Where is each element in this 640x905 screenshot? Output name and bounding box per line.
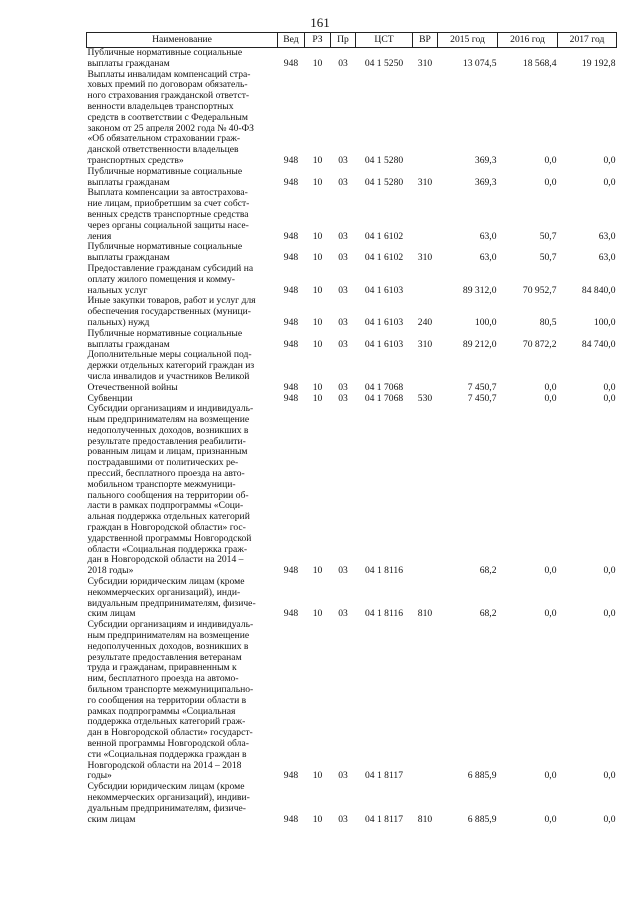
cell-2015: 68,2 (479, 565, 497, 577)
cell-2016: 0,0 (544, 813, 557, 825)
cell-rz: 10 (312, 252, 323, 264)
cell-name (87, 264, 278, 296)
cell-cst: 04 1 8116 (364, 565, 404, 577)
table-row (87, 296, 617, 328)
table-row (87, 188, 617, 242)
cell-2016: 18 568,4 (522, 57, 557, 69)
cell-pr: 03 (338, 392, 348, 404)
cell-pr: 03 (338, 252, 348, 264)
name-line: пострадавшими от политических ре- (87, 457, 239, 469)
name-line: пальных) нужд (87, 316, 150, 328)
cell-ved: 948 (283, 230, 299, 242)
cell-cst: 04 1 6103 (364, 284, 404, 296)
name-line: 2018 годы» (87, 565, 134, 577)
name-line: Субсидии организациям и индивидуаль- (87, 403, 254, 415)
cell-name (87, 167, 278, 189)
table-row (87, 167, 617, 189)
cell-rz: 10 (312, 565, 323, 577)
header-vr: ВР (413, 33, 438, 48)
name-line: сти «Социальная поддержка граждан в (87, 748, 247, 760)
name-line: Субсидии юридическим лицам (кроме (87, 576, 245, 588)
cell-2017: 84 740,0 (581, 338, 616, 350)
name-line: недополученных доходов, возникших в (87, 640, 249, 652)
name-line: Выплаты инвалидам компенсаций стра- (87, 68, 251, 80)
name-line: Дополнительные меры социальной под- (87, 349, 252, 361)
cell-2015: 6 885,9 (467, 813, 497, 825)
name-line: ударственной программы Новгородской (87, 532, 252, 544)
cell-ved: 948 (283, 338, 299, 350)
name-line: данской ответственности владельцев (87, 144, 239, 156)
cell-pr: 03 (338, 154, 348, 166)
cell-2017: 100,0 (593, 316, 616, 328)
cell-cst: 04 1 8116 (364, 608, 404, 620)
name-line: дуальным предпринимателям, физиче- (87, 802, 246, 814)
cell-vr (413, 70, 438, 167)
cell-vr (413, 264, 438, 296)
cell-cst: 04 1 5280 (364, 176, 404, 188)
cell-ved: 948 (283, 176, 299, 188)
name-line: прессий, бесплатного проезда на авто- (87, 468, 245, 480)
table-row (87, 350, 617, 393)
table-row (87, 70, 617, 167)
cell-2016: 0,0 (544, 392, 557, 404)
name-line: «Об обязательном страховании граж- (87, 133, 241, 145)
cell-name (87, 782, 278, 825)
cell-vr (413, 350, 438, 393)
cell-pr: 03 (338, 57, 348, 69)
name-line: венных средств транспортные средства (87, 208, 249, 220)
table-row (87, 329, 617, 351)
cell-2015: 89 312,0 (462, 284, 497, 296)
cell-name (87, 620, 278, 782)
cell-2015: 7 450,7 (467, 392, 497, 404)
cell-rz: 10 (312, 316, 323, 328)
table-row (87, 404, 617, 577)
name-line: ласти в рамках подпрограммы «Соци- (87, 500, 244, 512)
header-2015: 2015 год (438, 33, 498, 48)
name-line: ным предпринимателям на возмещение (87, 414, 250, 426)
cell-2015: 369,3 (474, 176, 497, 188)
cell-2016: 0,0 (544, 381, 557, 393)
cell-rz: 10 (312, 230, 323, 242)
name-line: Новгородской области на 2014 – 2018 (87, 759, 242, 771)
cell-pr: 03 (338, 338, 348, 350)
cell-pr: 03 (338, 813, 348, 825)
cell-2015: 68,2 (479, 608, 497, 620)
cell-cst: 04 1 8117 (364, 813, 404, 825)
name-line: результате предоставления ветеранам (87, 651, 242, 663)
cell-2016: 0,0 (544, 565, 557, 577)
table-row (87, 620, 617, 782)
name-line: ления (87, 230, 112, 242)
cell-rz: 10 (312, 338, 323, 350)
name-line: дан в Новгородской области на 2014 – (87, 554, 244, 566)
cell-cst: 04 1 7068 (364, 381, 404, 393)
cell-cst: 04 1 8117 (364, 770, 404, 782)
name-line: области «Социальная поддержка граж- (87, 543, 248, 555)
cell-name (87, 329, 278, 351)
name-line: венной программы Новгородской обла- (87, 738, 249, 749)
name-line: го сообщения на территории области в (87, 694, 247, 706)
name-line: ние лицам, приобретшим за счет собст- (87, 198, 250, 210)
name-line: средств в соответствии с Федеральным (87, 111, 248, 123)
cell-2017: 0,0 (603, 608, 616, 620)
name-line: законом от 25 апреля 2002 года № 40-ФЗ (87, 122, 254, 134)
name-line: дан в Новгородской области» государст- (87, 727, 253, 739)
name-line: Публичные нормативные социальные (87, 327, 243, 339)
name-line: недополученных доходов, возникших в (87, 424, 249, 436)
name-line: Субсидии юридическим лицам (кроме (87, 781, 245, 793)
cell-vr: 810 (417, 608, 433, 620)
name-line: видуальным предпринимателям, физиче- (87, 597, 256, 609)
cell-2015: 369,3 (474, 154, 497, 166)
table-row (87, 48, 617, 70)
name-line: некоммерческих организаций), инди- (87, 586, 241, 598)
cell-pr: 03 (338, 176, 348, 188)
cell-2015: 63,0 (479, 252, 497, 264)
name-line: мобильном транспорте межмуници- (87, 478, 236, 490)
cell-pr: 03 (338, 381, 348, 393)
table-row (87, 782, 617, 825)
name-line: выплаты гражданам (87, 57, 170, 69)
name-line: выплаты гражданам (87, 252, 170, 264)
cell-ved: 948 (283, 154, 299, 166)
cell-pr: 03 (338, 230, 348, 242)
cell-vr: 530 (417, 392, 433, 404)
name-line: Публичные нормативные социальные (87, 165, 243, 177)
cell-rz: 10 (312, 813, 323, 825)
cell-vr: 240 (417, 316, 433, 328)
cell-2015: 63,0 (479, 230, 497, 242)
cell-2017: 84 840,0 (581, 284, 616, 296)
cell-2017: 0,0 (603, 154, 616, 166)
cell-2017: 19 192,8 (581, 57, 616, 69)
name-line: Публичные нормативные социальные (87, 47, 243, 58)
cell-vr: 310 (417, 338, 433, 350)
cell-name (87, 404, 278, 577)
cell-vr: 310 (417, 252, 433, 264)
cell-2015: 89 212,0 (462, 338, 497, 350)
header-cst: ЦСТ (356, 33, 413, 48)
cell-rz: 10 (312, 770, 323, 782)
cell-pr: 03 (338, 284, 348, 296)
cell-rz: 10 (312, 392, 323, 404)
cell-2016: 0,0 (544, 608, 557, 620)
name-line: Предоставление гражданам субсидий на (87, 262, 254, 274)
cell-ved: 948 (283, 284, 299, 296)
name-line: граждан в Новгородской области» гос- (87, 522, 246, 534)
name-line: альная поддержка отдельных категорий (87, 511, 250, 523)
name-line: бильном транспорте межмуниципально- (87, 684, 254, 696)
name-line: через органы социальной защиты насе- (87, 219, 249, 231)
cell-2017: 0,0 (603, 392, 616, 404)
cell-2016: 50,7 (539, 230, 557, 242)
name-line: нальных услуг (87, 284, 148, 296)
name-line: годы» (87, 770, 112, 782)
name-line: ным предпринимателям на возмещение (87, 630, 250, 642)
cell-name (87, 48, 278, 70)
cell-ved: 948 (283, 392, 299, 404)
table-row (87, 242, 617, 264)
cell-ved: 948 (283, 770, 299, 782)
name-line: рованным лицам и лицам, признанным (87, 446, 248, 458)
cell-rz: 10 (312, 284, 323, 296)
name-line: рамках подпрограммы «Социальная (87, 705, 236, 717)
cell-ved: 948 (283, 252, 299, 264)
cell-pr: 03 (338, 770, 348, 782)
cell-2015: 6 885,9 (467, 770, 497, 782)
cell-name (87, 70, 278, 167)
cell-2017: 63,0 (598, 230, 616, 242)
name-line: ним, бесплатного проезда на автомо- (87, 673, 239, 685)
cell-2017: 0,0 (603, 770, 616, 782)
name-line: Субсидии организациям и индивидуаль- (87, 619, 254, 631)
cell-pr: 03 (338, 608, 348, 620)
cell-cst: 04 1 7068 (364, 392, 404, 404)
header-pr: Пр (331, 33, 356, 48)
cell-ved: 948 (283, 316, 299, 328)
cell-2015: 13 074,5 (462, 57, 497, 69)
cell-2016: 70 872,2 (522, 338, 557, 350)
cell-rz: 10 (312, 154, 323, 166)
cell-name (87, 577, 278, 620)
cell-2015: 100,0 (474, 316, 497, 328)
name-line: держки отдельных категорий граждан из (87, 360, 255, 372)
page-number: 161 (310, 15, 330, 30)
header-name: Наименование (87, 33, 278, 48)
cell-ved: 948 (283, 57, 299, 69)
cell-name (87, 350, 278, 393)
name-line: пального сообщения на территории об- (87, 489, 249, 501)
cell-2016: 50,7 (539, 252, 557, 264)
cell-rz: 10 (312, 57, 323, 69)
cell-cst: 04 1 6103 (364, 338, 404, 350)
cell-cst: 04 1 6102 (364, 230, 404, 242)
header-ved: Вед (278, 33, 305, 48)
cell-2017: 0,0 (603, 565, 616, 577)
cell-ved: 948 (283, 608, 299, 620)
name-line: поддержка отдельных категорий граж- (87, 716, 246, 728)
cell-2017: 0,0 (603, 381, 616, 393)
cell-vr (413, 188, 438, 242)
cell-2016: 0,0 (544, 176, 557, 188)
cell-ved: 948 (283, 813, 299, 825)
cell-name (87, 242, 278, 264)
cell-2017: 0,0 (603, 813, 616, 825)
cell-vr: 310 (417, 57, 433, 69)
budget-table (86, 32, 617, 825)
name-line: числа инвалидов и участников Великой (87, 370, 250, 382)
name-line: Публичные нормативные социальные (87, 241, 243, 253)
cell-cst: 04 1 6102 (364, 252, 404, 264)
cell-cst: 04 1 6103 (364, 316, 404, 328)
name-line: выплаты гражданам (87, 176, 170, 188)
cell-vr (413, 620, 438, 782)
name-line: Выплата компенсации за автострахова- (87, 187, 248, 199)
name-line: обеспечения государственных (муници- (87, 306, 252, 318)
table-row (87, 264, 617, 296)
name-line: ским лицам (87, 608, 136, 620)
name-line: венности владельцев транспортных (87, 100, 234, 112)
name-line: ховых премий по договорам обязатель- (87, 79, 248, 91)
cell-2017: 0,0 (603, 176, 616, 188)
cell-2016: 0,0 (544, 770, 557, 782)
cell-rz: 10 (312, 176, 323, 188)
name-line: ного страхования гражданской ответст- (87, 90, 250, 102)
cell-vr: 310 (417, 176, 433, 188)
cell-pr: 03 (338, 565, 348, 577)
cell-rz: 10 (312, 381, 323, 393)
cell-name (87, 296, 278, 328)
cell-2016: 0,0 (544, 154, 557, 166)
cell-cst: 04 1 5280 (364, 154, 404, 166)
name-line: оплату жилого помещения и комму- (87, 273, 235, 285)
cell-ved: 948 (283, 565, 299, 577)
name-line: Отечественной войны (87, 381, 178, 393)
name-line: труда и гражданам, приравненным к (87, 662, 237, 674)
cell-2017: 63,0 (598, 252, 616, 264)
name-line: выплаты гражданам (87, 338, 170, 350)
cell-2016: 70 952,7 (522, 284, 557, 296)
cell-cst: 04 1 5250 (364, 57, 404, 69)
cell-name (87, 188, 278, 242)
header-2017: 2017 год (558, 33, 617, 48)
cell-2016: 80,5 (539, 316, 557, 328)
name-line: результате предоставления реабилити- (87, 435, 246, 447)
header-2016: 2016 год (498, 33, 558, 48)
name-line: транспортных средств» (87, 154, 184, 166)
name-line: Иные закупки товаров, работ и услуг для (87, 295, 256, 307)
name-line: Субвенции (87, 392, 133, 404)
header-rz: РЗ (305, 33, 331, 48)
cell-vr: 810 (417, 813, 433, 825)
table-row (87, 577, 617, 620)
cell-vr (413, 404, 438, 577)
cell-ved: 948 (283, 381, 299, 393)
name-line: некоммерческих организаций), индиви- (87, 791, 250, 803)
name-line: ским лицам (87, 813, 136, 825)
cell-pr: 03 (338, 316, 348, 328)
cell-rz: 10 (312, 608, 323, 620)
cell-2015: 7 450,7 (467, 381, 497, 393)
table-header-row (87, 33, 617, 48)
